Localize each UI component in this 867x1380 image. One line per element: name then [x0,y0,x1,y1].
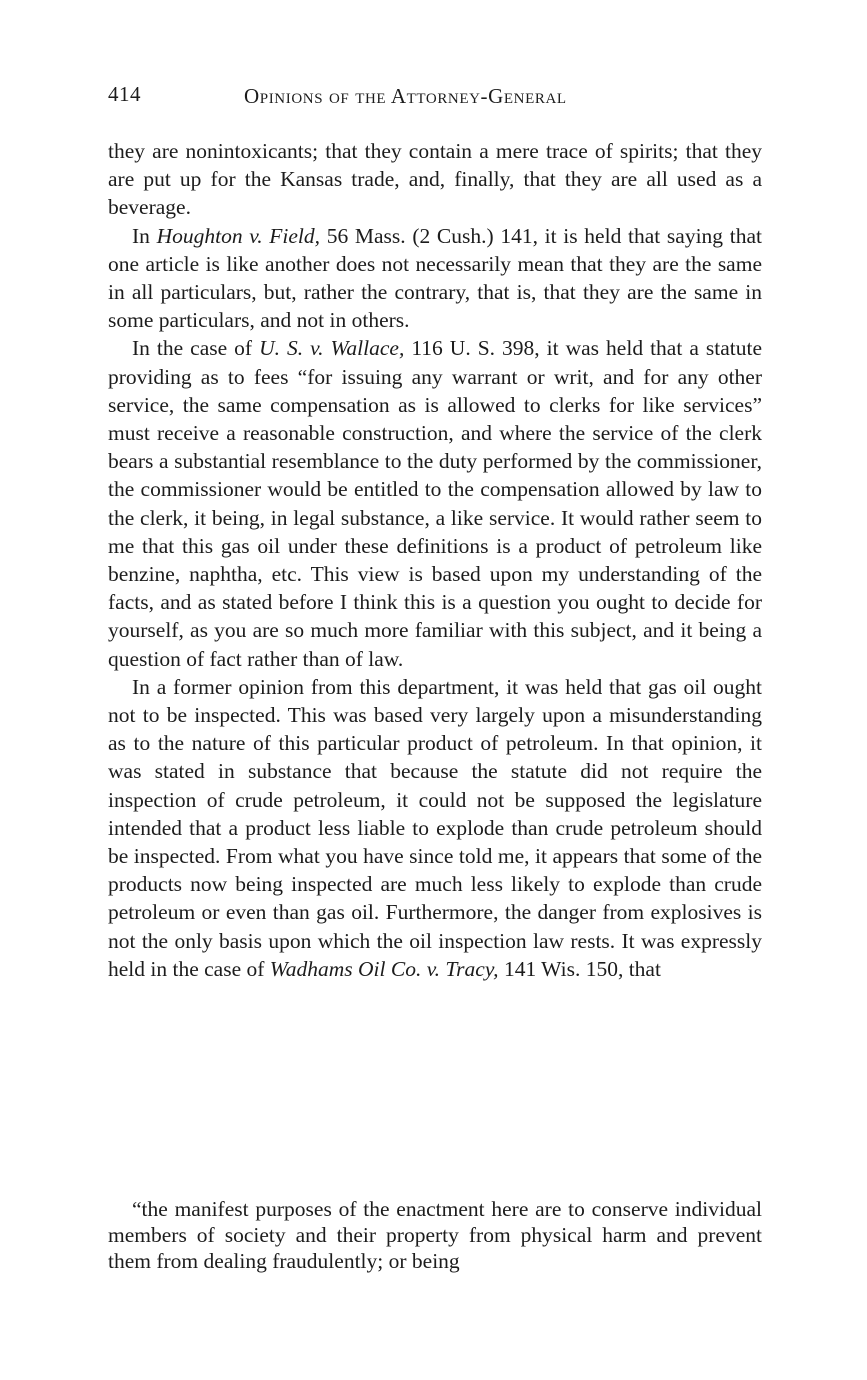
paragraph-1 [108,137,762,222]
paragraph-houghton [108,222,762,335]
text-segment: In a former opinion from this department, it was held that gas oil ought not to be inspected. This was based very largely upon a misunderstanding as to the nature of this particular product of petroleum. In that opinion, it was stated in substance that because the statute did not require the inspection of crude petroleum, it could not be supposed the legislature intended that a product less liable to explode than crude petroleum should be inspected. From what you have since told me, it appears that some of the products now being inspected are much less likely to explode than crude petroleum or even than gas oil. Furthermore, the danger from explosives is not the only basis upon which the oil inspection law rests. It was expressly held in the case of [108,674,762,981]
text-segment: they are nonintoxicants; that they contain a mere trace of spirits; that they are put up for the Kansas trade, and, finally, that they are all used as a beverage. [108,139,762,220]
text-segment: 116 U. S. 398, it was held that a statute providing as to fees “for issuing any warrant or writ, and for any other service, the same compensation as is allowed to clerks for like services” must receive a reasonable construction, and where the service of the clerk bears a substantial resemblance to the duty performed by the commissioner, the commissioner would be entitled to the compensation allowed by law to the clerk, it being, in legal substance, a like service. It would rather seem to me that this gas oil under these definitions is a product of petroleum like benzine, naphtha, etc. This view is based upon my understanding of the facts, and as stated before I think this is a question you ought to decide for yourself, as you are so much more familiar with this subject, and it being a question of fact rather than of law. [108,336,762,671]
block-quote: “the manifest purposes of the enactment here are to conserve individual members of society and their property from physical harm and prevent them from dealing fraudulently; or being [108,1197,762,1273]
page-number: 414 [108,82,141,106]
paragraph-former-opinion [108,673,762,983]
text-segment: In [132,223,157,248]
case-citation: Houghton v. Field, [156,223,321,248]
case-citation: Wadhams Oil Co. v. Tracy, [269,956,499,981]
running-head: Opinions of the Attorney-General [244,84,567,108]
text-segment: 141 Wis. 150, that [498,956,661,981]
case-citation: U. S. v. Wallace, [259,336,405,361]
paragraph-wallace [108,334,762,672]
text-segment: In the case of [132,336,260,361]
text-segment: 56 Mass. (2 Cush.) 141, it is held that saying that one article is like another does not necessarily mean that they are the same in all particulars, but, rather the contrary, that is, that they are the same in some particulars, and not in others. [108,223,762,333]
body-text [108,137,762,983]
